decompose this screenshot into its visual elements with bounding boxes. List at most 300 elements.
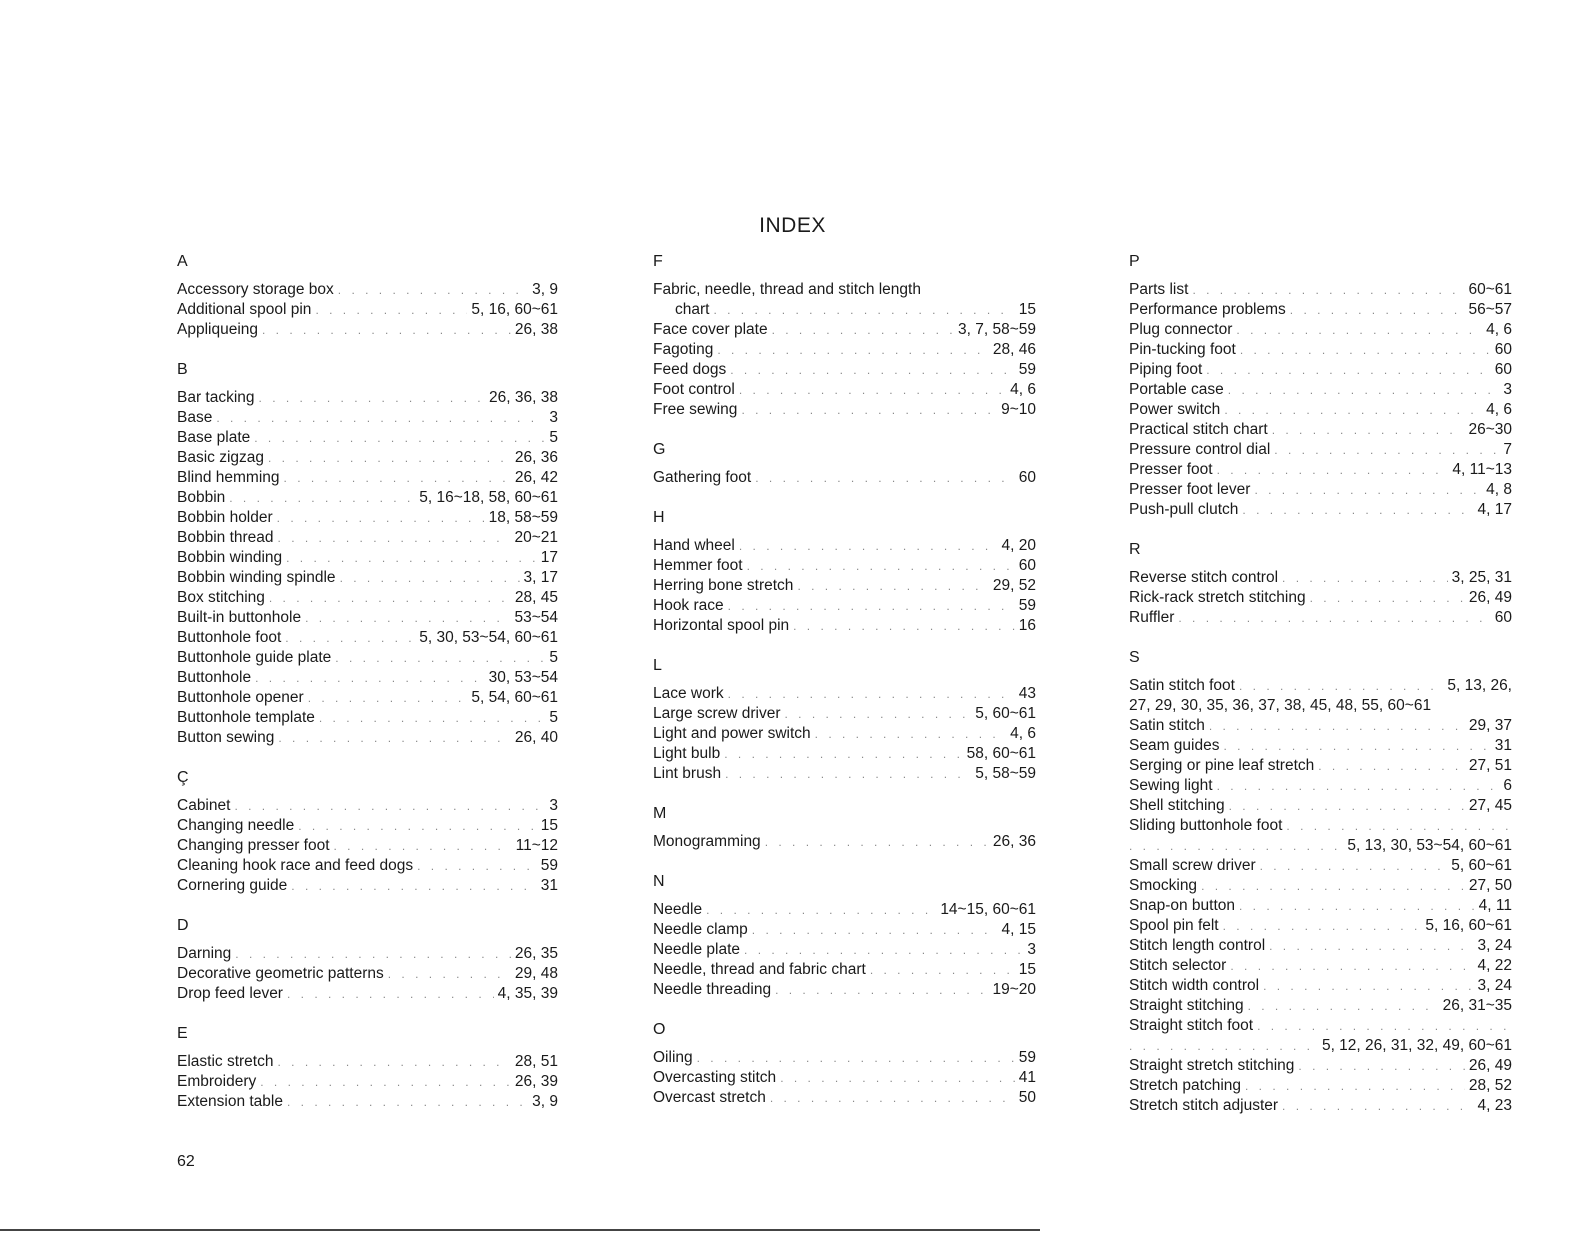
dot-leader (728, 596, 1015, 616)
dot-leader (262, 320, 511, 340)
entry-pages: 4, 11 (1478, 897, 1512, 914)
section-letter: Ç (177, 769, 189, 786)
entry-term: Drop feed lever (177, 985, 283, 1002)
entry-term: Fagoting (653, 341, 714, 358)
entry-pages: 5, 30, 53~54, 60~61 (419, 629, 558, 646)
entry-pages: 5, 16~18, 58, 60~61 (419, 489, 558, 506)
entry-term: Changing presser foot (177, 837, 330, 854)
entry-pages: 4, 6 (1486, 321, 1512, 338)
entry-term: Herring bone stretch (653, 577, 794, 594)
dot-leader (278, 728, 511, 748)
index-entry (177, 1072, 558, 1092)
entry-pages: 26, 35 (514, 945, 558, 962)
entry-pages: 4, 6 (1486, 401, 1512, 418)
index-section (653, 804, 1036, 852)
dot-leader (1274, 440, 1499, 460)
entry-pages: 4, 17 (1477, 501, 1512, 518)
dot-leader (870, 960, 1015, 980)
entry-pages: 60 (1018, 557, 1036, 574)
entry-term: Performance problems (1129, 301, 1286, 318)
entry-pages: 15 (1018, 301, 1036, 318)
entry-pages: 29, 48 (514, 965, 558, 982)
index-entry (177, 1092, 558, 1112)
index-entry (177, 608, 558, 628)
index-section (653, 440, 1036, 488)
dot-leader (287, 984, 494, 1004)
entry-term: Needle threading (653, 981, 772, 998)
dot-leader (1245, 1076, 1465, 1096)
entry-term: Pressure control dial (1129, 441, 1271, 458)
entry-line (1129, 676, 1512, 696)
dot-leader (1290, 300, 1465, 320)
dot-leader (713, 300, 1014, 320)
index-section (653, 1020, 1036, 1108)
entry-pages: 59 (540, 857, 558, 874)
dot-leader (797, 576, 988, 596)
dot-leader (216, 408, 545, 428)
dot-leader (1236, 320, 1482, 340)
dot-leader (291, 876, 536, 896)
entry-term: Stitch width control (1129, 977, 1260, 994)
dot-leader (1217, 776, 1500, 796)
entry-pages: 4, 23 (1477, 1097, 1512, 1114)
dot-leader (338, 280, 528, 300)
index-entry (177, 548, 558, 568)
entry-pages: 60 (1018, 469, 1036, 486)
dot-leader (725, 764, 971, 784)
entry-term: Straight stitch foot (1129, 1017, 1254, 1034)
index-entry (1129, 1056, 1512, 1076)
index-entry (1129, 856, 1512, 876)
index-section (1129, 648, 1512, 1116)
dot-leader (1223, 736, 1490, 756)
index-entry (177, 320, 558, 340)
dot-leader (697, 1048, 1015, 1068)
entry-term: Overcast stretch (653, 1089, 766, 1106)
entry-term: Stretch patching (1129, 1077, 1242, 1094)
index-entry (653, 340, 1036, 360)
dot-leader (772, 320, 954, 340)
entry-line (1129, 816, 1512, 836)
entry-term: Basic zigzag (177, 449, 265, 466)
index-entry (1129, 976, 1512, 996)
index-entry (653, 360, 1036, 380)
index-entry (653, 1068, 1036, 1088)
entry-pages: 15 (540, 817, 558, 834)
entry-term: Accessory storage box (177, 281, 334, 298)
entry-term: Needle (653, 901, 703, 918)
dot-leader (717, 340, 989, 360)
dot-leader (1310, 588, 1465, 608)
dot-leader (1272, 420, 1465, 440)
dot-leader (1230, 956, 1473, 976)
index-section (1129, 540, 1512, 628)
index-entry (1129, 816, 1512, 856)
entry-pages: 15 (1018, 961, 1036, 978)
section-letter: F (653, 253, 663, 270)
dot-leader (1224, 400, 1482, 420)
index-section (653, 508, 1036, 636)
entry-term: Button sewing (177, 729, 275, 746)
dot-leader (388, 964, 511, 984)
entry-term: Extension table (177, 1093, 283, 1110)
entry-pages: 4, 6 (1010, 725, 1036, 742)
dot-leader (770, 1088, 1015, 1108)
index-entry (1129, 756, 1512, 776)
entry-line (1129, 836, 1512, 856)
entry-term: Free sewing (653, 401, 738, 418)
entry-term: Spool pin felt (1129, 917, 1219, 934)
entry-pages-continued: 5, 12, 26, 31, 32, 49, 60~61 (1321, 1037, 1512, 1054)
entry-pages: 5, 13, 26, (1447, 677, 1512, 694)
dot-leader (1178, 608, 1490, 628)
dot-leader (1269, 936, 1473, 956)
entry-term: Decorative geometric patterns (177, 965, 384, 982)
entry-term: Bobbin holder (177, 509, 273, 526)
entry-pages: 5, 16, 60~61 (1425, 917, 1512, 934)
entry-pages: 60 (1494, 609, 1512, 626)
dot-leader (775, 980, 988, 1000)
dot-leader (1257, 1016, 1512, 1036)
index-entry (177, 816, 558, 836)
entry-pages: 60 (1494, 361, 1512, 378)
entry-line (653, 280, 1036, 300)
dot-leader (1260, 856, 1448, 876)
dot-leader (1239, 896, 1475, 916)
entry-term: Blind hemming (177, 469, 280, 486)
entry-pages: 5, 16, 60~61 (471, 301, 558, 318)
entry-pages: 27, 50 (1468, 877, 1512, 894)
entry-term: Straight stretch stitching (1129, 1057, 1295, 1074)
section-letter: L (653, 657, 662, 674)
index-entry (1129, 320, 1512, 340)
dot-leader (335, 648, 545, 668)
entry-term: Feed dogs (653, 361, 727, 378)
entry-term: Presser foot (1129, 461, 1213, 478)
index-entry (653, 536, 1036, 556)
entry-term: Reverse stitch control (1129, 569, 1279, 586)
entry-pages: 30, 53~54 (488, 669, 558, 686)
dot-leader (340, 568, 520, 588)
index-entry (177, 408, 558, 428)
index-entry (177, 688, 558, 708)
entry-pages: 5, 54, 60~61 (471, 689, 558, 706)
entry-pages: 4, 6 (1010, 381, 1036, 398)
index-entry (1129, 1016, 1512, 1056)
index-section (1129, 252, 1512, 520)
index-entry (653, 380, 1036, 400)
dot-leader (255, 668, 484, 688)
entry-term: Snap-on button (1129, 897, 1236, 914)
index-entry (1129, 400, 1512, 420)
entry-term: Lace work (653, 685, 724, 702)
index-entry (653, 764, 1036, 784)
index-entry (1129, 936, 1512, 956)
entry-term: Satin stitch (1129, 717, 1205, 734)
index-entry (177, 1052, 558, 1072)
index-section (653, 872, 1036, 1000)
entry-term: Cabinet (177, 797, 231, 814)
index-section (177, 360, 558, 748)
entry-term: Ruffler (1129, 609, 1175, 626)
index-entry (177, 728, 558, 748)
index-entry (1129, 300, 1512, 320)
entry-pages: 4, 8 (1486, 481, 1512, 498)
entry-term-continued: chart (675, 301, 710, 318)
entry-term: Satin stitch foot (1129, 677, 1235, 694)
entry-term: Smocking (1129, 877, 1198, 894)
entry-pages: 16 (1018, 617, 1036, 634)
dot-leader (1254, 480, 1482, 500)
entry-pages: 3, 9 (532, 1093, 558, 1110)
entry-pages: 58, 60~61 (966, 745, 1036, 762)
entry-pages: 56~57 (1468, 301, 1512, 318)
index-entry (1129, 676, 1512, 716)
dot-leader (259, 388, 486, 408)
entry-pages: 4, 20 (1001, 537, 1036, 554)
index-entry (177, 488, 558, 508)
dot-leader (1209, 716, 1465, 736)
entry-pages: 59 (1018, 361, 1036, 378)
dot-leader (728, 684, 1015, 704)
entry-line (1129, 1036, 1512, 1056)
dot-leader (1298, 1056, 1464, 1076)
section-letter: S (1129, 649, 1140, 666)
entry-pages: 26, 36 (992, 833, 1036, 850)
index-entry (177, 876, 558, 896)
entry-pages: 5 (549, 649, 558, 666)
entry-term: Overcasting stitch (653, 1069, 777, 1086)
dot-leader (1239, 676, 1443, 696)
entry-term: Monogramming (653, 833, 761, 850)
index-entry (653, 744, 1036, 764)
entry-term: Cleaning hook race and feed dogs (177, 857, 414, 874)
entry-term: Plug connector (1129, 321, 1233, 338)
entry-term: Box stitching (177, 589, 265, 606)
entry-term: Changing needle (177, 817, 295, 834)
index-entry (177, 628, 558, 648)
section-letter: G (653, 441, 666, 458)
entry-pages: 4, 35, 39 (497, 985, 558, 1002)
entry-pages: 29, 52 (992, 577, 1036, 594)
dot-leader (287, 1092, 528, 1112)
section-letter: A (177, 253, 188, 270)
section-letter: M (653, 805, 667, 822)
entry-term: Fabric, needle, thread and stitch length (653, 281, 921, 298)
entry-term: Shell stitching (1129, 797, 1225, 814)
entry-term: Sliding buttonhole foot (1129, 817, 1283, 834)
entry-pages: 20~21 (514, 529, 558, 546)
entry-term: Embroidery (177, 1073, 257, 1090)
section-letter: R (1129, 541, 1141, 558)
entry-term: Serging or pine leaf stretch (1129, 757, 1315, 774)
entry-term: Hemmer foot (653, 557, 743, 574)
dot-leader (744, 940, 1023, 960)
section-letter: O (653, 1021, 666, 1038)
bottom-rule (0, 1229, 1040, 1231)
entry-term: Small screw driver (1129, 857, 1256, 874)
page-number: 62 (177, 1153, 195, 1170)
entry-term: Pin-tucking foot (1129, 341, 1236, 358)
dot-leader (1282, 568, 1448, 588)
index-entry (1129, 1076, 1512, 1096)
index-entry (653, 280, 1036, 320)
entry-term: Darning (177, 945, 232, 962)
index-entry (1129, 716, 1512, 736)
index-entry (653, 684, 1036, 704)
entry-pages: 27, 45 (1468, 797, 1512, 814)
index-section (653, 252, 1036, 420)
index-entry (653, 832, 1036, 852)
index-entry (1129, 796, 1512, 816)
entry-pages: 59 (1018, 597, 1036, 614)
entry-term: Straight stitching (1129, 997, 1244, 1014)
index-entry (1129, 280, 1512, 300)
entry-pages: 43 (1018, 685, 1036, 702)
entry-pages: 5, 60~61 (975, 705, 1036, 722)
dot-leader (815, 724, 1006, 744)
dot-leader (793, 616, 1015, 636)
entry-term: Bobbin (177, 489, 226, 506)
index-entry (177, 568, 558, 588)
entry-pages: 17 (540, 549, 558, 566)
dot-leader (334, 836, 512, 856)
entry-term: Light bulb (653, 745, 721, 762)
index-entry (177, 388, 558, 408)
dot-leader (1229, 796, 1465, 816)
dot-leader (254, 428, 545, 448)
entry-term: Buttonhole opener (177, 689, 304, 706)
entry-term: Appliqueing (177, 321, 259, 338)
dot-leader (1286, 816, 1512, 836)
dot-leader (277, 508, 485, 528)
entry-term: Power switch (1129, 401, 1221, 418)
dot-leader (298, 816, 537, 836)
entry-term: Practical stitch chart (1129, 421, 1268, 438)
entry-pages: 11~12 (515, 837, 558, 854)
dot-leader (739, 536, 998, 556)
index-entry (1129, 360, 1512, 380)
index-entry (177, 280, 558, 300)
index-entry (1129, 420, 1512, 440)
index-entry (653, 724, 1036, 744)
index-entry (177, 588, 558, 608)
index-entry (653, 1088, 1036, 1108)
entry-term: Needle clamp (653, 921, 748, 938)
entry-term: Rick-rack stretch stitching (1129, 589, 1306, 606)
index-entry (1129, 588, 1512, 608)
index-entry (1129, 480, 1512, 500)
index-entry (653, 1048, 1036, 1068)
entry-pages: 4, 22 (1477, 957, 1512, 974)
entry-pages: 28, 45 (514, 589, 558, 606)
index-column-1 (177, 252, 558, 1132)
entry-pages: 60 (1494, 341, 1512, 358)
entry-pages: 26, 42 (514, 469, 558, 486)
index-entry (1129, 876, 1512, 896)
entry-pages: 29, 37 (1468, 717, 1512, 734)
index-section (177, 916, 558, 1004)
entry-pages: 3, 17 (523, 569, 558, 586)
entry-pages: 26, 36, 38 (489, 389, 558, 406)
entry-pages: 41 (1018, 1069, 1036, 1086)
index-section (177, 252, 558, 340)
entry-term: Built-in buttonhole (177, 609, 302, 626)
entry-pages: 3 (1503, 381, 1512, 398)
entry-pages: 27, 51 (1468, 757, 1512, 774)
index-entry (653, 596, 1036, 616)
index-entry (177, 300, 558, 320)
index-entry (177, 508, 558, 528)
index-column-2 (653, 252, 1036, 1128)
entry-term: Buttonhole (177, 669, 252, 686)
index-entry (653, 320, 1036, 340)
index-entry (177, 468, 558, 488)
entry-term: Elastic stretch (177, 1053, 274, 1070)
index-entry (177, 708, 558, 728)
index-entry (1129, 736, 1512, 756)
index-entry (1129, 460, 1512, 480)
dot-leader (305, 608, 510, 628)
entry-term: Lint brush (653, 765, 722, 782)
index-entry (653, 960, 1036, 980)
entry-pages: 5 (549, 429, 558, 446)
index-entry (177, 984, 558, 1004)
entry-pages: 19~20 (992, 981, 1036, 998)
entry-term: Bobbin winding (177, 549, 283, 566)
entry-term: Base (177, 409, 213, 426)
entry-term: Foot control (653, 381, 735, 398)
entry-term: Stretch stitch adjuster (1129, 1097, 1279, 1114)
index-entry (177, 668, 558, 688)
entry-term: Stitch selector (1129, 957, 1227, 974)
index-entry (177, 528, 558, 548)
index-entry (653, 900, 1036, 920)
entry-pages: 31 (1494, 737, 1512, 754)
section-letter: D (177, 917, 189, 934)
entry-pages: 3 (1027, 941, 1036, 958)
dot-leader (1129, 1036, 1318, 1056)
entry-pages: 28, 52 (1468, 1077, 1512, 1094)
dot-leader (229, 488, 415, 508)
entry-term: Large screw driver (653, 705, 781, 722)
entry-term: Push-pull clutch (1129, 501, 1239, 518)
entry-pages: 59 (1018, 1049, 1036, 1066)
entry-pages: 26, 49 (1468, 1057, 1512, 1074)
entry-pages: 3, 24 (1477, 937, 1512, 954)
section-letter: P (1129, 253, 1140, 270)
entry-term: Stitch length control (1129, 937, 1266, 954)
index-entry (653, 704, 1036, 724)
entry-term: Light and power switch (653, 725, 811, 742)
entry-term: Buttonhole guide plate (177, 649, 332, 666)
page-title: INDEX (759, 214, 826, 237)
entry-pages: 3, 9 (532, 281, 558, 298)
dot-leader (1129, 836, 1343, 856)
dot-leader (285, 628, 415, 648)
dot-leader (260, 1072, 511, 1092)
entry-pages: 3, 7, 58~59 (958, 321, 1036, 338)
dot-leader (1223, 916, 1422, 936)
entry-pages: 18, 58~59 (488, 509, 558, 526)
entry-term: Additional spool pin (177, 301, 312, 318)
entry-pages: 60~61 (1468, 281, 1512, 298)
dot-leader (1201, 876, 1465, 896)
entry-pages: 50 (1018, 1089, 1036, 1106)
entry-pages: 3 (549, 409, 558, 426)
dot-leader (706, 900, 936, 920)
index-entry (1129, 776, 1512, 796)
